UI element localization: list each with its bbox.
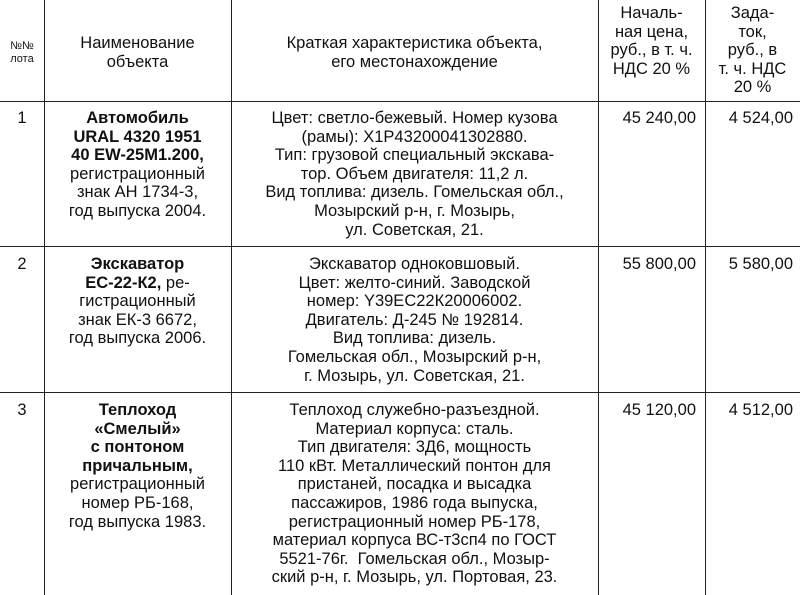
lot-name-details: гистрационный знак ЕК-3 6672, год выпуска 2006.: [68, 292, 207, 348]
lot-description: Теплоход служебно-разъездной. Материал корпуса: сталь. Тип двигателя: 3Д6, мощность 110 кВт. Металлический понтон для пристаней, посадка и высадка пассажиров, 1986 года выпуска, регистрационный номер РБ-178, материал корпуса ВС-т3сп4 по ГОСТ 5521-76г. Гомельская обл., Мозыр- ский р-н, г. Мозырь, ул. Портовая, 23.: [271, 401, 558, 587]
lot-name-details: регистрационный номер РБ-168, год выпуска 1983.: [68, 475, 207, 531]
lot-name: [44, 109, 231, 221]
lot-number: 1: [17, 109, 27, 127]
lot-number: 3: [17, 401, 27, 419]
grid-line: [0, 101, 800, 102]
header-lot: №№ лота: [10, 40, 34, 65]
grid-line: [598, 0, 599, 595]
lot-name-bold: Экскаватор: [90, 255, 185, 273]
lot-description: Экскаватор одноковшовый. Цвет: желто-синий. Заводской номер: Y39ЕС22К20006002. Двигатель: Д-245 № 192814. Вид топлива: дизель. Гомельская обл., Мозырский р-н, г. Мозырь, ул. Советская, 21.: [287, 255, 542, 385]
lot-model: ЕС-22-К2,: [85, 273, 162, 292]
lot-deposit: 4 524,00: [728, 109, 793, 127]
header-price: Началь- ная цена, руб., в т. ч. НДС 20 %: [610, 4, 693, 78]
lot-deposit: 4 512,00: [728, 401, 793, 419]
lot-number: 2: [17, 255, 27, 273]
lot-name: [44, 255, 231, 348]
header-deposit: Зада- ток, руб., в т. ч. НДС 20 %: [718, 4, 787, 97]
lot-name-hyphen-part: ре-: [161, 273, 190, 292]
lot-name-details: регистрационный знак АН 1734-3, год выпуска 2004.: [68, 164, 207, 220]
grid-line: [0, 246, 800, 247]
header-description: Краткая характеристика объекта, его местонахождение: [286, 34, 543, 71]
header-name: Наименование объекта: [80, 34, 195, 71]
lot-price: 45 240,00: [622, 109, 696, 127]
lot-price: 55 800,00: [622, 255, 696, 273]
lot-name-line: [44, 274, 231, 293]
grid-line: [0, 392, 800, 393]
lot-name-bold: Автомобиль URAL 4320 1951 40 EW-25M1.200,: [71, 109, 204, 165]
lot-name: [44, 401, 231, 531]
lot-description: Цвет: светло-бежевый. Номер кузова (рамы): Х1Р43200041302880. Тип: грузовой специальный экскава- тор. Объем двигателя: 11,2 л. Вид топлива: дизель. Гомельская обл., Мозырский р-н, г. Мозырь, ул. Советская, 21.: [265, 109, 564, 239]
lot-deposit: 5 580,00: [728, 255, 793, 273]
lot-name-bold: Теплоход «Смелый» с понтоном причальным,: [82, 401, 193, 475]
lot-price: 45 120,00: [622, 401, 696, 419]
